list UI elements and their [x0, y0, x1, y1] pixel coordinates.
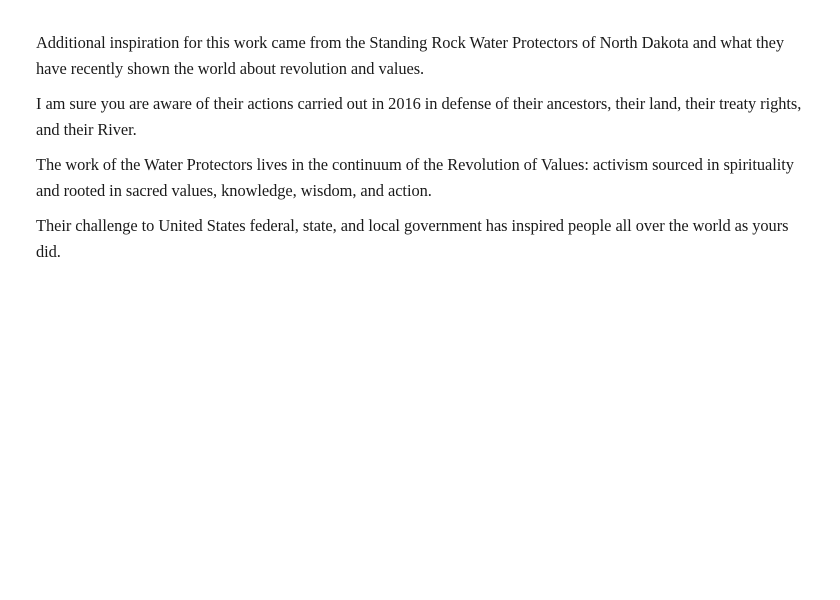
paragraph-challenge: Their challenge to United States federal, state, and local government has inspired people all over the world as yours did. [36, 216, 789, 261]
paragraph-inspiration: Additional inspiration for this work came from the Standing Rock Water Protectors of North Dakota and what they have recently shown the world about revolution and values. [36, 33, 784, 78]
document-body [36, 30, 806, 274]
paragraph-actions-2016: I am sure you are aware of their actions carried out in 2016 in defense of their ancestors, their land, their treaty rights, and their River. [36, 94, 802, 139]
paragraph-revolution-of-values: The work of the Water Protectors lives in the continuum of the Revolution of Values: activism sourced in spirituality and rooted in sacred values, knowledge, wisdom, and action. [36, 155, 794, 200]
